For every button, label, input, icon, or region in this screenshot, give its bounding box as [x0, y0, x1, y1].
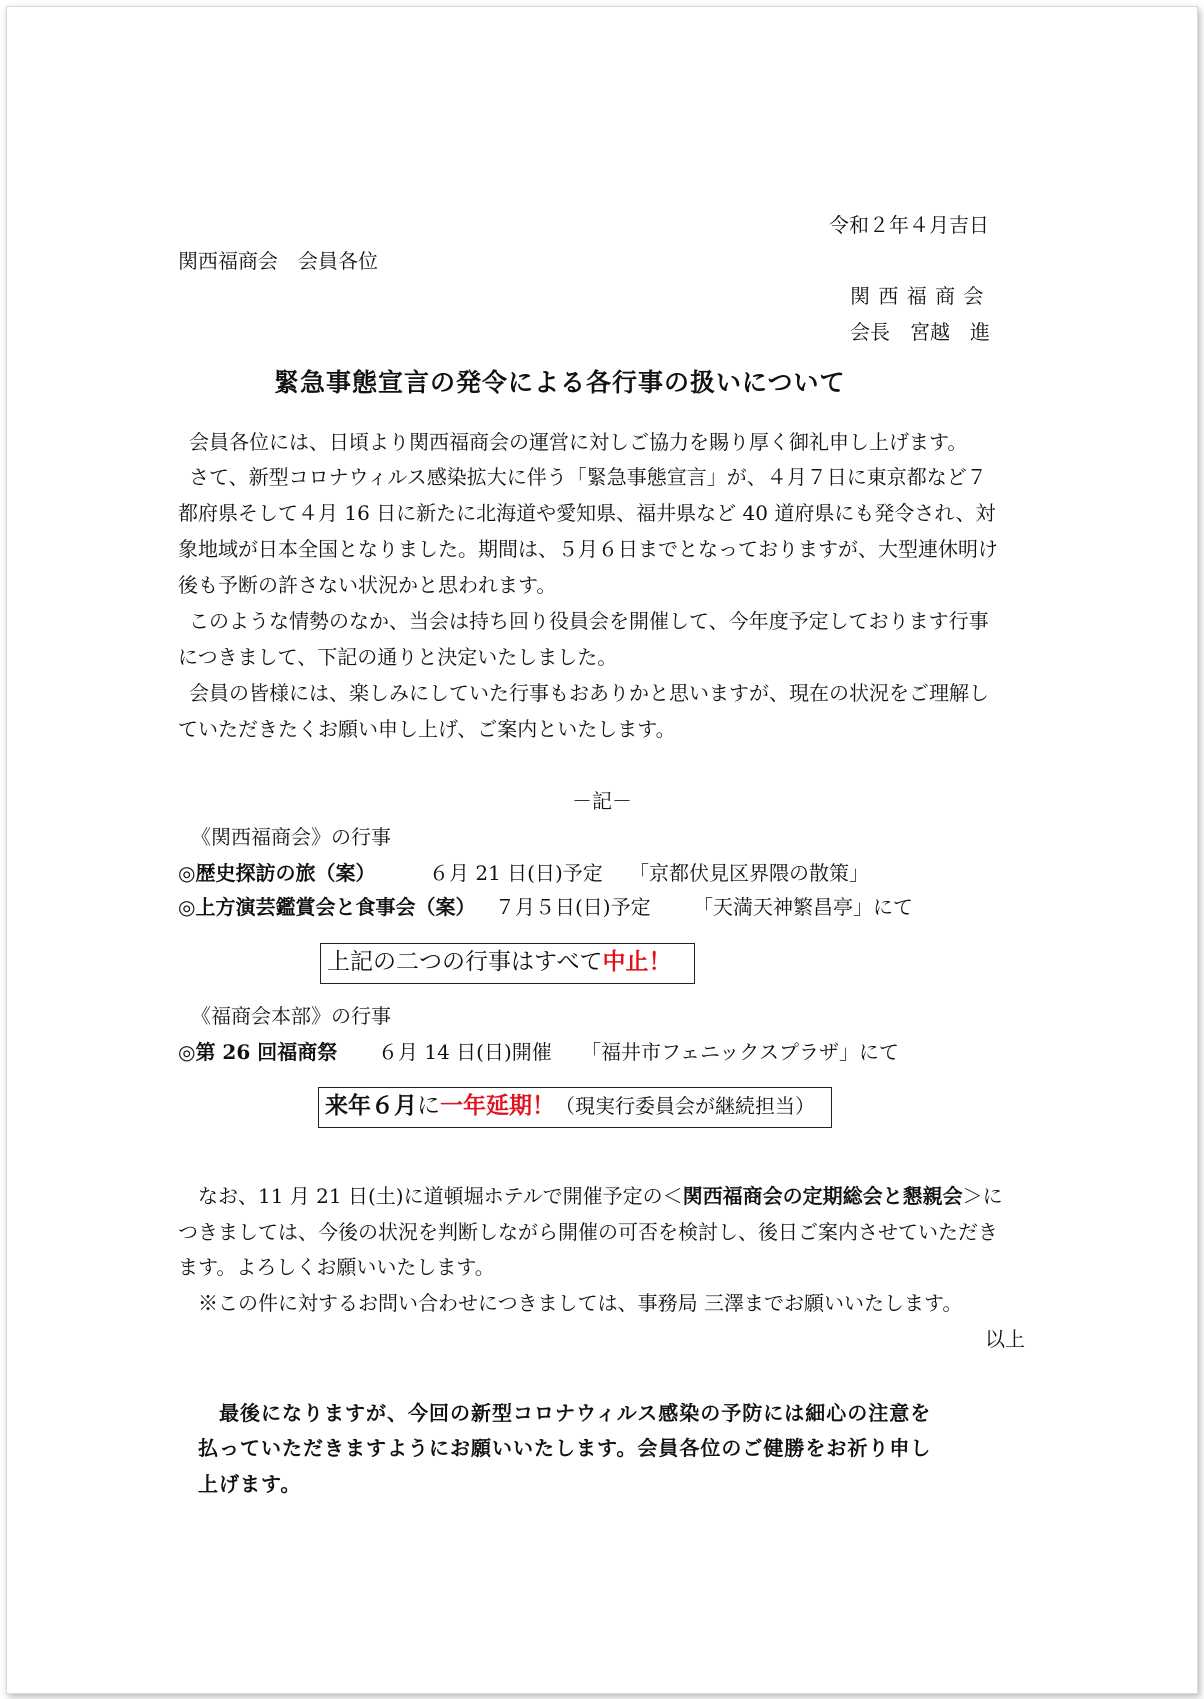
final-message-line: 最後になりますが、今回の新型コロナウィルス感染の予防には細心の注意を [219, 1401, 932, 1425]
event-detail: 「京都伏見区界隈の散策」 [629, 861, 869, 885]
notice-note: （現実行委員会が継続担当） [555, 1094, 815, 1118]
body-line: 都府県そして４月 16 日に新たに北海道や愛知県、福井県など 40 道府県にも発令され、対 [178, 501, 996, 525]
sender-president: 会長 宮越 進 [850, 320, 990, 344]
contact-line: ※この件に対するお問い合わせにつきましては、事務局 三澤までお願いいたします。 [198, 1291, 963, 1315]
sender-org: 関 西 福 商 会 [850, 284, 985, 308]
body-line: 会員各位には、日頃より関西福商会の運営に対しご協力を賜り厚く御礼申し上げます。 [189, 430, 968, 454]
event-detail: 「天満天神繁昌亭」にて [693, 895, 913, 919]
body-line: 後も予断の許さない状況かと思われます。 [178, 573, 557, 597]
meeting-name: 関西福商会の定期総会と懇親会 [682, 1184, 963, 1208]
final-message-line: 上げます。 [198, 1472, 302, 1496]
body-line: 会員の皆様には、楽しみにしていた行事もおありかと思いますが、現在の状況をご理解し [189, 681, 989, 705]
cancelled-label: 中止！ [602, 948, 672, 975]
body-line: このような情勢のなか、当会は持ち回り役員会を開催して、今年度予定しております行事 [189, 609, 989, 633]
postponed-label: 一年延期！ [440, 1092, 555, 1119]
event-date: ６月 14 日(日)開催 [378, 1040, 552, 1064]
event-date: ７月５日(日)予定 [495, 895, 651, 919]
event-name: ◎第 26 回福商祭 [178, 1040, 338, 1064]
closing-line: つきましては、今後の状況を判断しながら開催の可否を検討し、後日ご案内させていただき [178, 1220, 998, 1244]
event-date: ６月 21 日(日)予定 [429, 861, 603, 885]
cancellation-notice [320, 943, 695, 984]
body-line: ていただきたくお願い申し上げ、ご案内といたします。 [178, 717, 676, 741]
notice-date: 来年６月 [325, 1092, 417, 1119]
event-detail: 「福井市フェニックスプラザ」にて [581, 1040, 899, 1064]
closing-end: 以上 [985, 1327, 1025, 1351]
event-name: ◎歴史探訪の旅（案） [178, 861, 376, 885]
ki-marker: －記－ [572, 789, 632, 813]
notice-text: 上記の二つの行事はすべて [327, 949, 603, 975]
document-date: 令和２年４月吉日 [829, 213, 989, 237]
body-line: 象地域が日本全国となりました。期間は、５月６日までとなっておりますが、大型連休明け [178, 537, 998, 561]
section-heading: 《関西福商会》の行事 [191, 825, 391, 849]
final-message-line: 払っていただきますようにお願いいたします。会員各位のご健勝をお祈り申し [198, 1436, 932, 1460]
addressee: 関西福商会 会員各位 [178, 249, 378, 273]
closing-text: ＞に [962, 1184, 1003, 1208]
closing-text: なお、11 月 21 日(土)に道頓堀ホテルで開催予定の＜ [198, 1184, 683, 1208]
document-title: 緊急事態宣言の発令による各行事の扱いについて [274, 368, 846, 397]
section-heading: 《福商会本部》の行事 [191, 1004, 391, 1028]
closing-line [198, 1184, 1003, 1208]
body-line: さて、新型コロナウィルス感染拡大に伴う「緊急事態宣言」が、４月７日に東京都など７ [189, 465, 987, 489]
body-line: につきまして、下記の通りと決定いたしました。 [178, 645, 618, 669]
event-name: ◎上方演芸鑑賞会と食事会（案） [178, 895, 476, 919]
closing-line: ます。よろしくお願いいたします。 [178, 1255, 495, 1279]
notice-text: に [417, 1093, 440, 1119]
postponement-notice [318, 1087, 832, 1128]
